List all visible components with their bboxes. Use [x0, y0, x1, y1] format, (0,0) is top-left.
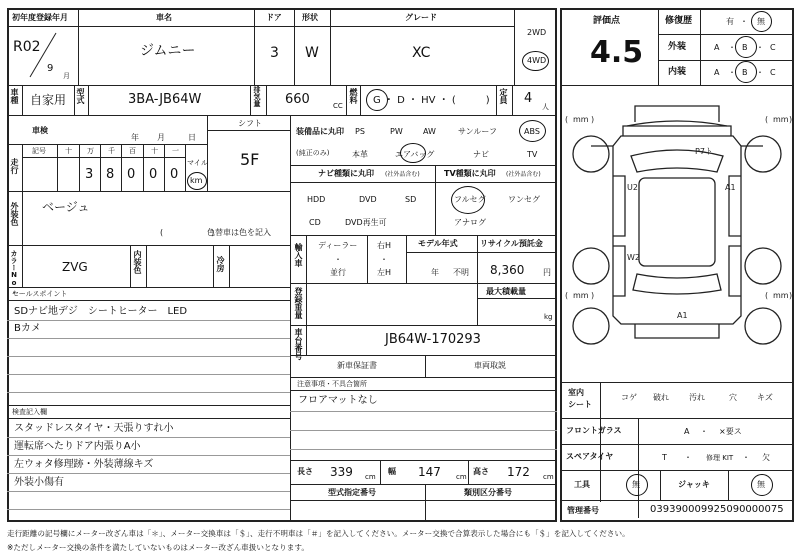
length-unit: cm [365, 473, 376, 481]
kind-label: 車種 [10, 88, 19, 104]
tv-analog: アナログ [454, 218, 486, 227]
mileage-head-juu: 十 [151, 147, 158, 155]
svg-text:(: ( [565, 115, 569, 124]
model-year-label: モデル年式 [418, 239, 458, 248]
class-label: 類別区分番号 [464, 488, 512, 497]
tools-none: 無 [632, 480, 640, 489]
svg-text:): ) [591, 291, 595, 300]
model-label: 型式 [76, 88, 85, 104]
mileage-digit-5: 0 [170, 167, 179, 182]
disp-unit: CC [333, 102, 343, 110]
sales-point-line2: Bカメ [14, 323, 41, 334]
navi-hdd: HDD [307, 195, 326, 204]
grade: XC [412, 45, 431, 61]
mark-a1-rear: A1 [677, 311, 688, 320]
mileage-head-hyaku: 百 [129, 147, 136, 155]
int-label: 内装 [668, 67, 687, 77]
ext-dot2: ・ [756, 43, 764, 52]
drive-2wd: 2WD [527, 28, 547, 37]
mileage-head-sen: 千 [108, 147, 115, 155]
seat-kizu: キズ [757, 393, 773, 402]
mark-p7: P7ト [695, 147, 713, 156]
tv-label-small: (社外品含む) [506, 171, 541, 178]
disp: 660 [285, 92, 310, 107]
fuel-label: 燃料 [349, 88, 358, 104]
ext-label: 外装 [668, 42, 687, 52]
shape-label: 形状 [302, 13, 318, 22]
svg-text:(: ( [765, 115, 769, 124]
equip-ps: PS [355, 127, 365, 136]
max-load-unit: kg [544, 313, 553, 321]
import-lh: 左H [377, 268, 392, 277]
mileage-digit-2: 8 [106, 167, 115, 182]
color-label: 外装色 [10, 202, 19, 226]
int-dot2: ・ [756, 68, 764, 77]
jack-none: 無 [757, 480, 765, 489]
car-name-label: 車名 [156, 13, 172, 22]
mileage-mile: マイル [187, 159, 208, 167]
recycle-value: 8,360 [490, 263, 525, 277]
windshield-a: A [684, 427, 690, 436]
repair-yes: 有 [726, 17, 734, 26]
reg-month: 9 [47, 63, 54, 74]
color-no-label: カラーNo. [10, 250, 18, 295]
grade-label: グレード [405, 13, 437, 22]
windshield-label: フロントガラス [566, 426, 622, 435]
width-label: 幅 [388, 467, 396, 476]
interior-label: 内装色 [133, 250, 142, 274]
svg-text:(: ( [765, 291, 769, 300]
width-value: 147 [418, 465, 441, 479]
sales-point-line1: SDナビ地デジ シートヒーター LED [14, 306, 188, 317]
ext-dot1: ・ [728, 43, 736, 52]
model-year-unknown: 不明 [453, 268, 469, 277]
reg-era: R02 [13, 39, 41, 55]
mileage-digit-1: 3 [85, 167, 94, 182]
mileage-digit-4: 0 [149, 167, 158, 182]
mark-w2: W2 [627, 253, 640, 262]
seat-label-2: シート [568, 400, 592, 409]
mark-u2: U2 [627, 183, 638, 192]
seat-label-1: 室内 [568, 388, 584, 397]
mgmt-label: 管理番号 [567, 506, 599, 515]
repair-label: 修復歴 [665, 16, 693, 26]
shape: W [305, 45, 319, 61]
repair-none: 無 [757, 17, 765, 26]
import-parallel: 並行 [330, 268, 346, 277]
int-a: A [714, 68, 720, 77]
seat-yabure: 破れ [653, 393, 669, 402]
mileage-head-ichi: 一 [172, 147, 179, 155]
shaken-label: 車検 [32, 126, 48, 135]
kind: 自家用 [30, 93, 67, 107]
color-no-value: ZVG [62, 260, 88, 274]
import-dot2: ・ [380, 255, 388, 264]
equip-aw: AW [423, 127, 436, 136]
color-note: 色替車は色を記入 [207, 228, 271, 237]
length-value: 339 [330, 465, 353, 479]
door-label: ドア [266, 13, 282, 22]
recycle-yen: 円 [543, 268, 551, 277]
int-b: B [742, 68, 748, 77]
int-dot1: ・ [728, 68, 736, 77]
footer-line2: ※ただしメーター交換の条件を満たしていないものはメーター改ざん車扱いとなります。 [7, 543, 309, 552]
inspection-line-4: 外装小傷有 [14, 477, 64, 488]
mm-tr: mm [773, 115, 789, 124]
sales-point-label: セールスポイント [12, 290, 68, 298]
chassis-value: JB64W-170293 [385, 332, 481, 347]
mileage-head-man: 万 [87, 147, 94, 155]
mileage-head-10man: 十 [65, 147, 72, 155]
import-label: 輸入車 [294, 243, 303, 267]
navi-label: ナビ種類に丸印 [318, 169, 374, 178]
color-paren: ( ) [160, 228, 215, 237]
ext-a: A [714, 43, 720, 52]
jack-label: ジャッキ [678, 480, 710, 489]
reg-weight-label: 登録重量 [294, 287, 303, 319]
mileage-label: 走行 [10, 158, 19, 174]
spare-dot2: ・ [742, 453, 750, 462]
mm-tl: mm [573, 115, 589, 124]
length-label: 長さ [297, 467, 313, 476]
inspection-line-2: 運転席へたりドア内張りA小 [14, 441, 141, 452]
import-dealer: ディーラー [318, 241, 358, 250]
ac-label: 冷房 [216, 256, 225, 272]
inspection-line-1: スタッドレスタイヤ・天張りすれ小 [14, 423, 174, 434]
mm-bl: mm [573, 291, 589, 300]
equip-sunroof: サンルーフ [458, 127, 497, 136]
navi-dvd: DVD [359, 195, 377, 204]
svg-text:): ) [591, 115, 595, 124]
shaken-month: 月 [157, 133, 165, 142]
model-year-unit: 年 [431, 268, 439, 277]
navi-cd: CD [309, 218, 321, 227]
mileage-km: km [190, 176, 203, 185]
spare-t: T [662, 453, 667, 462]
tools-label: 工具 [574, 480, 590, 489]
shift-label: シフト [238, 119, 262, 128]
cap: 4 [524, 91, 533, 106]
notes-text: フロアマットなし [298, 395, 378, 406]
spare-label: スペアタイヤ [566, 452, 614, 461]
width-unit: cm [456, 473, 467, 481]
footer-line1: 走行距離の記号欄にメーター改ざん車は「＊」、メーター交換車は「＄」、走行不明車は「＃」を記入してください。メーター交換で合算表示した場合にも「＄」を記入してください。 [7, 529, 630, 538]
height-value: 172 [507, 465, 530, 479]
equip-airbag: エアバッグ [395, 150, 435, 159]
chassis-label: 車台番号 [294, 328, 303, 360]
manual-doc: 車両取説 [474, 361, 506, 370]
seat-ana: 穴 [729, 393, 737, 402]
score-value: 4.5 [590, 35, 644, 70]
equipment-label: 装備品に丸印 [296, 127, 344, 136]
import-dot: ・ [334, 255, 342, 264]
mm-br: mm [773, 291, 789, 300]
windshield-need: ×要ス [719, 427, 742, 436]
inspection-line-3: 左ウォタ修理跡・外装薄線キズ [14, 459, 154, 470]
equip-abs: ABS [524, 127, 540, 136]
shaken-year: 年 [131, 133, 139, 142]
inspection-label: 検査記入欄 [12, 408, 47, 416]
score-label: 評価点 [593, 16, 621, 26]
seat-yogore: 汚れ [689, 393, 705, 402]
height-unit: cm [543, 473, 554, 481]
cap-label: 定員 [499, 88, 508, 104]
notes-label: 注意事項・不具合箇所 [297, 380, 367, 388]
mark-a1-right: A1 [725, 183, 736, 192]
repair-dot: ・ [740, 17, 748, 26]
car-name: ジムニー [140, 43, 196, 59]
spec-label: 型式指定番号 [328, 488, 376, 497]
tv-fullseg: フルセグ [454, 195, 486, 204]
spare-dot1: ・ [684, 453, 692, 462]
navi-sd: SD [405, 195, 417, 204]
drive-4wd: 4WD [527, 56, 547, 65]
ext-c: C [770, 43, 776, 52]
doors: 3 [270, 45, 279, 61]
height-label: 高さ [473, 467, 489, 476]
color-value: ベージュ [42, 200, 90, 214]
first-reg-label: 初年度登録年月 [12, 13, 68, 22]
disp-label: 排気量 [253, 86, 261, 107]
fuel-options: G ・ D ・ HV ・ ( ) [373, 95, 490, 106]
mgmt-value: 039390009925090000075 [650, 504, 784, 515]
windshield-dot: ・ [700, 427, 708, 436]
equipment-sublabel: (純正のみ) [296, 149, 330, 157]
equip-leather: 本革 [352, 150, 368, 159]
reg-month-unit: 月 [63, 72, 70, 80]
car-damage-diagram [561, 86, 793, 382]
tv-label: TV種類に丸印 [444, 169, 496, 178]
spare-kit: 修理 KIT [706, 454, 734, 462]
svg-text:): ) [789, 291, 793, 300]
cap-unit: 人 [542, 103, 549, 111]
max-load-label: 最大積載量 [486, 287, 526, 296]
svg-text:): ) [789, 115, 793, 124]
int-c: C [770, 68, 776, 77]
warranty-doc: 新車保証書 [337, 361, 377, 370]
equip-navi: ナビ [473, 150, 489, 159]
navi-label-small: (社外品含む) [385, 171, 420, 178]
seat-koge: コゲ [621, 393, 637, 402]
mileage-digit-3: 0 [127, 167, 136, 182]
shift-value: 5F [240, 150, 260, 169]
navi-dvd-play: DVD再生可 [345, 218, 387, 227]
spare-none: 欠 [762, 453, 770, 462]
equip-pw: PW [390, 127, 403, 136]
import-rh: 右H [377, 241, 392, 250]
equip-tv: TV [527, 150, 538, 159]
svg-text:(: ( [565, 291, 569, 300]
mileage-head-mark: 記号 [32, 147, 46, 155]
shaken-day: 日 [188, 133, 196, 142]
ext-b: B [742, 43, 748, 52]
tv-oneseg: ワンセグ [508, 195, 540, 204]
model: 3BA-JB64W [128, 92, 202, 107]
recycle-label: リサイクル預託金 [480, 239, 543, 248]
